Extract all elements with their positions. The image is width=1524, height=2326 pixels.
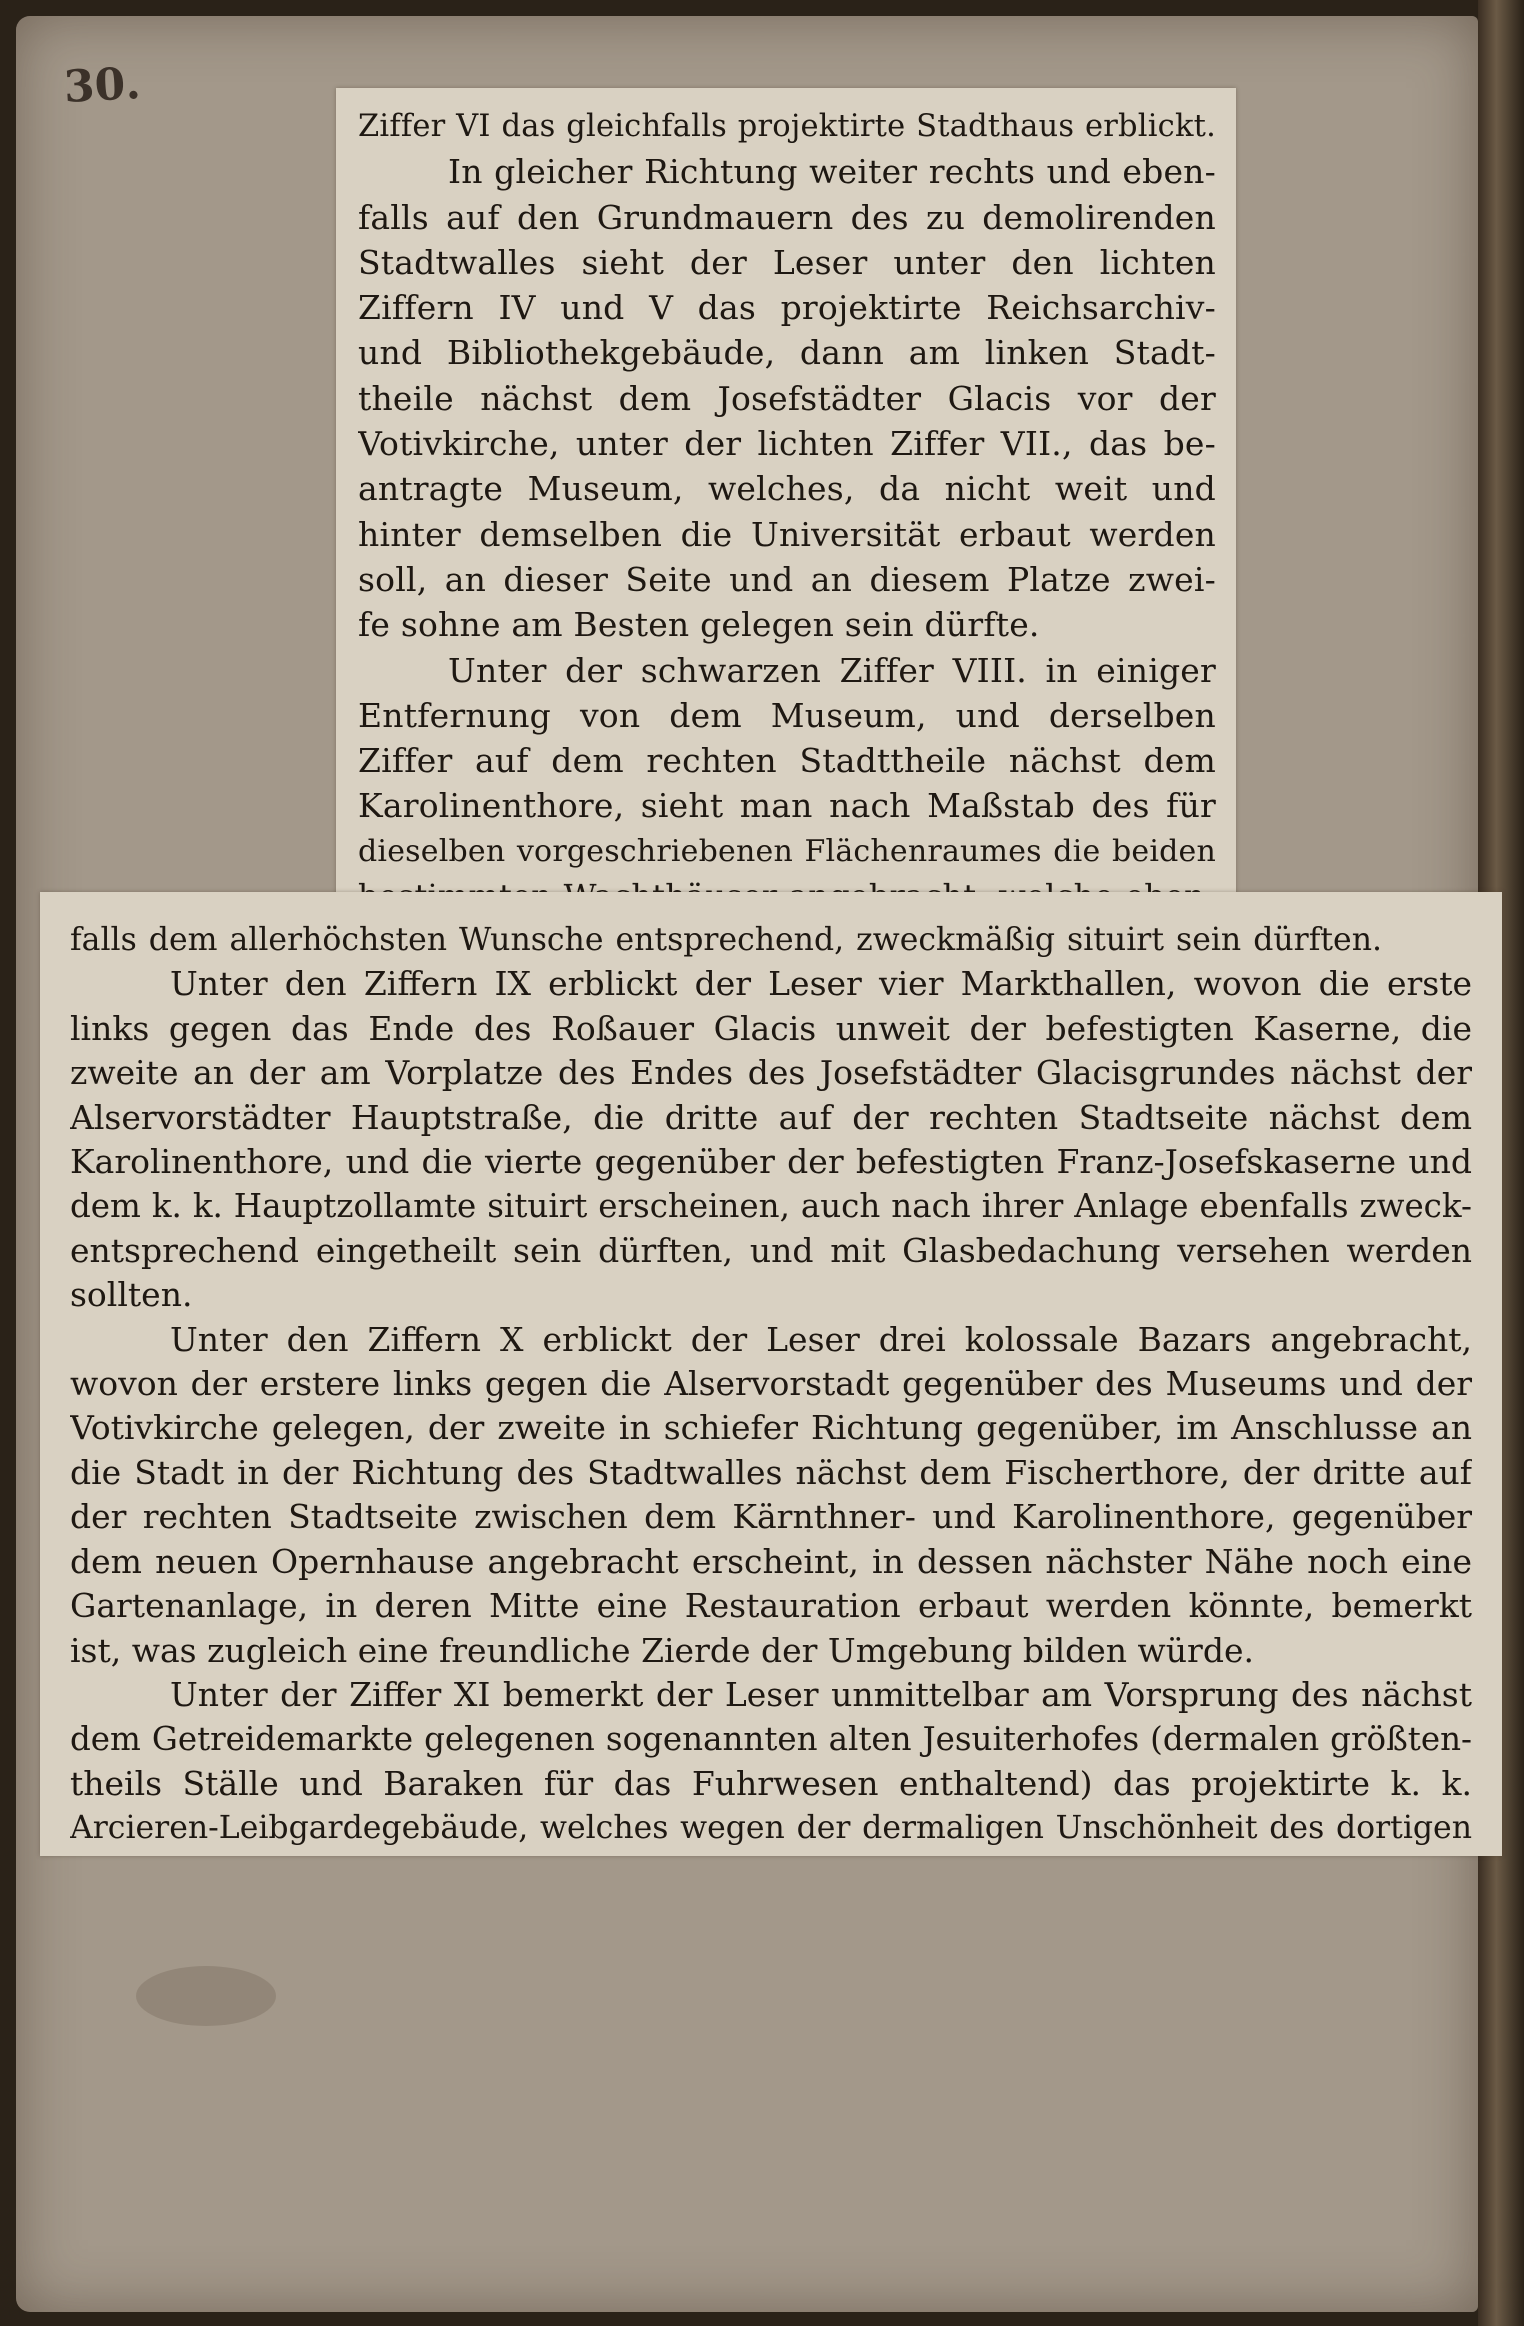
text-line: Alservorstädter Hauptstraße, die dritte auf der rechten Stadtseite nächst dem [70, 1097, 1472, 1137]
text-line: falls auf den Grundmauern des zu demolirenden [358, 197, 1216, 237]
text-line: antragte Museum, welches, da nicht weit und [358, 469, 1216, 509]
text-line: Stadtwalles sieht der Leser unter den lichten [358, 242, 1216, 282]
text-line: Votivkirche, unter der lichten Ziffer VII., das be- [358, 424, 1216, 464]
text-line: In gleicher Richtung weiter rechts und eben- [448, 152, 1216, 192]
text-line: theils Ställe und Baraken für das Fuhrwesen enthaltend) das projektirte k. k. [70, 1763, 1472, 1803]
text-line: ist, was zugleich eine freundliche Zierde der Umgebung bilden würde. [70, 1630, 1254, 1670]
text-line: und Bibliothekgebäude, dann am linken Stadt- [358, 333, 1216, 373]
text-line: zweite an der am Vorplatze des Endes des Josefstädter Glacisgrundes nächst der [70, 1053, 1472, 1093]
text-line: entsprechend eingetheilt sein dürften, und mit Glasbedachung versehen werden [70, 1230, 1472, 1270]
text-line: Entfernung von dem Museum, und derselben [358, 695, 1216, 735]
newspaper-clipping-main [40, 892, 1502, 1856]
text-line: Arcieren-Leibgardegebäude, welches wegen der dermaligen Unschönheit des dortigen [70, 1810, 1472, 1847]
text-line: die Stadt in der Richtung des Stadtwalles nächst dem Fischerthore, der dritte auf [70, 1452, 1472, 1492]
text-line: dieselben vorgeschriebenen Flächenraumes die beiden [358, 833, 1216, 869]
text-line: hinter demselben die Universität erbaut werden [358, 514, 1216, 554]
text-line: dem Getreidemarkte gelegenen sogenannten alten Jesuiterhofes (dermalen größten- [70, 1720, 1472, 1759]
text-line: dem neuen Opernhause angebracht erscheint, in dessen nächster Nähe noch eine [70, 1541, 1472, 1581]
text-line: fe sohne am Besten gelegen sein dürfte. [358, 605, 1040, 645]
text-line: soll, an dieser Seite und an diesem Platze zwei- [358, 559, 1216, 599]
text-line: wovon der erstere links gegen die Alservorstadt gegenüber des Museums und der [70, 1364, 1472, 1404]
text-line: Ziffer VI das gleichfalls projektirte Stadthaus erblickt. [358, 109, 1216, 144]
text-line: sollten. [70, 1275, 193, 1315]
paper-stain [136, 1966, 276, 2026]
text-line: Karolinenthore, und die vierte gegenüber der befestigten Franz-Josefskaserne und [70, 1142, 1472, 1182]
text-line: links gegen das Ende des Roßauer Glacis unweit der befestigten Kaserne, die [70, 1008, 1472, 1048]
text-line: Ziffern IV und V das projektirte Reichsarchiv- [358, 288, 1216, 328]
text-line: Gartenanlage, in deren Mitte eine Restauration erbaut werden könnte, bemerkt [70, 1586, 1472, 1626]
text-line: Unter den Ziffern X erblickt der Leser drei kolossale Bazars angebracht, [170, 1319, 1472, 1359]
text-line: Unter den Ziffern IX erblickt der Leser vier Markthallen, wovon die erste [170, 964, 1472, 1004]
text-line: der rechten Stadtseite zwischen dem Kärnthner- und Karolinenthore, gegenüber [70, 1497, 1472, 1537]
text-line: theile nächst dem Josefstädter Glacis vor der [358, 378, 1216, 418]
text-line: Votivkirche gelegen, der zweite in schiefer Richtung gegenüber, im Anschlusse an [70, 1408, 1472, 1448]
text-line: Unter der schwarzen Ziffer VIII. in einiger [448, 650, 1216, 690]
text-line: Unter der Ziffer XI bemerkt der Leser unmittelbar am Vorsprung des nächst [170, 1674, 1472, 1714]
text-line: falls dem allerhöchsten Wunsche entsprechend, zweckmäßig situirt sein dürften. [70, 922, 1382, 958]
text-line: dem k. k. Hauptzollamte situirt erscheinen, auch nach ihrer Anlage ebenfalls zweck- [70, 1187, 1472, 1226]
text-line: Ziffer auf dem rechten Stadttheile nächst dem [358, 741, 1216, 781]
page-number: 30. [62, 58, 142, 113]
text-line: Karolinenthore, sieht man nach Maßstab des für [358, 786, 1216, 826]
